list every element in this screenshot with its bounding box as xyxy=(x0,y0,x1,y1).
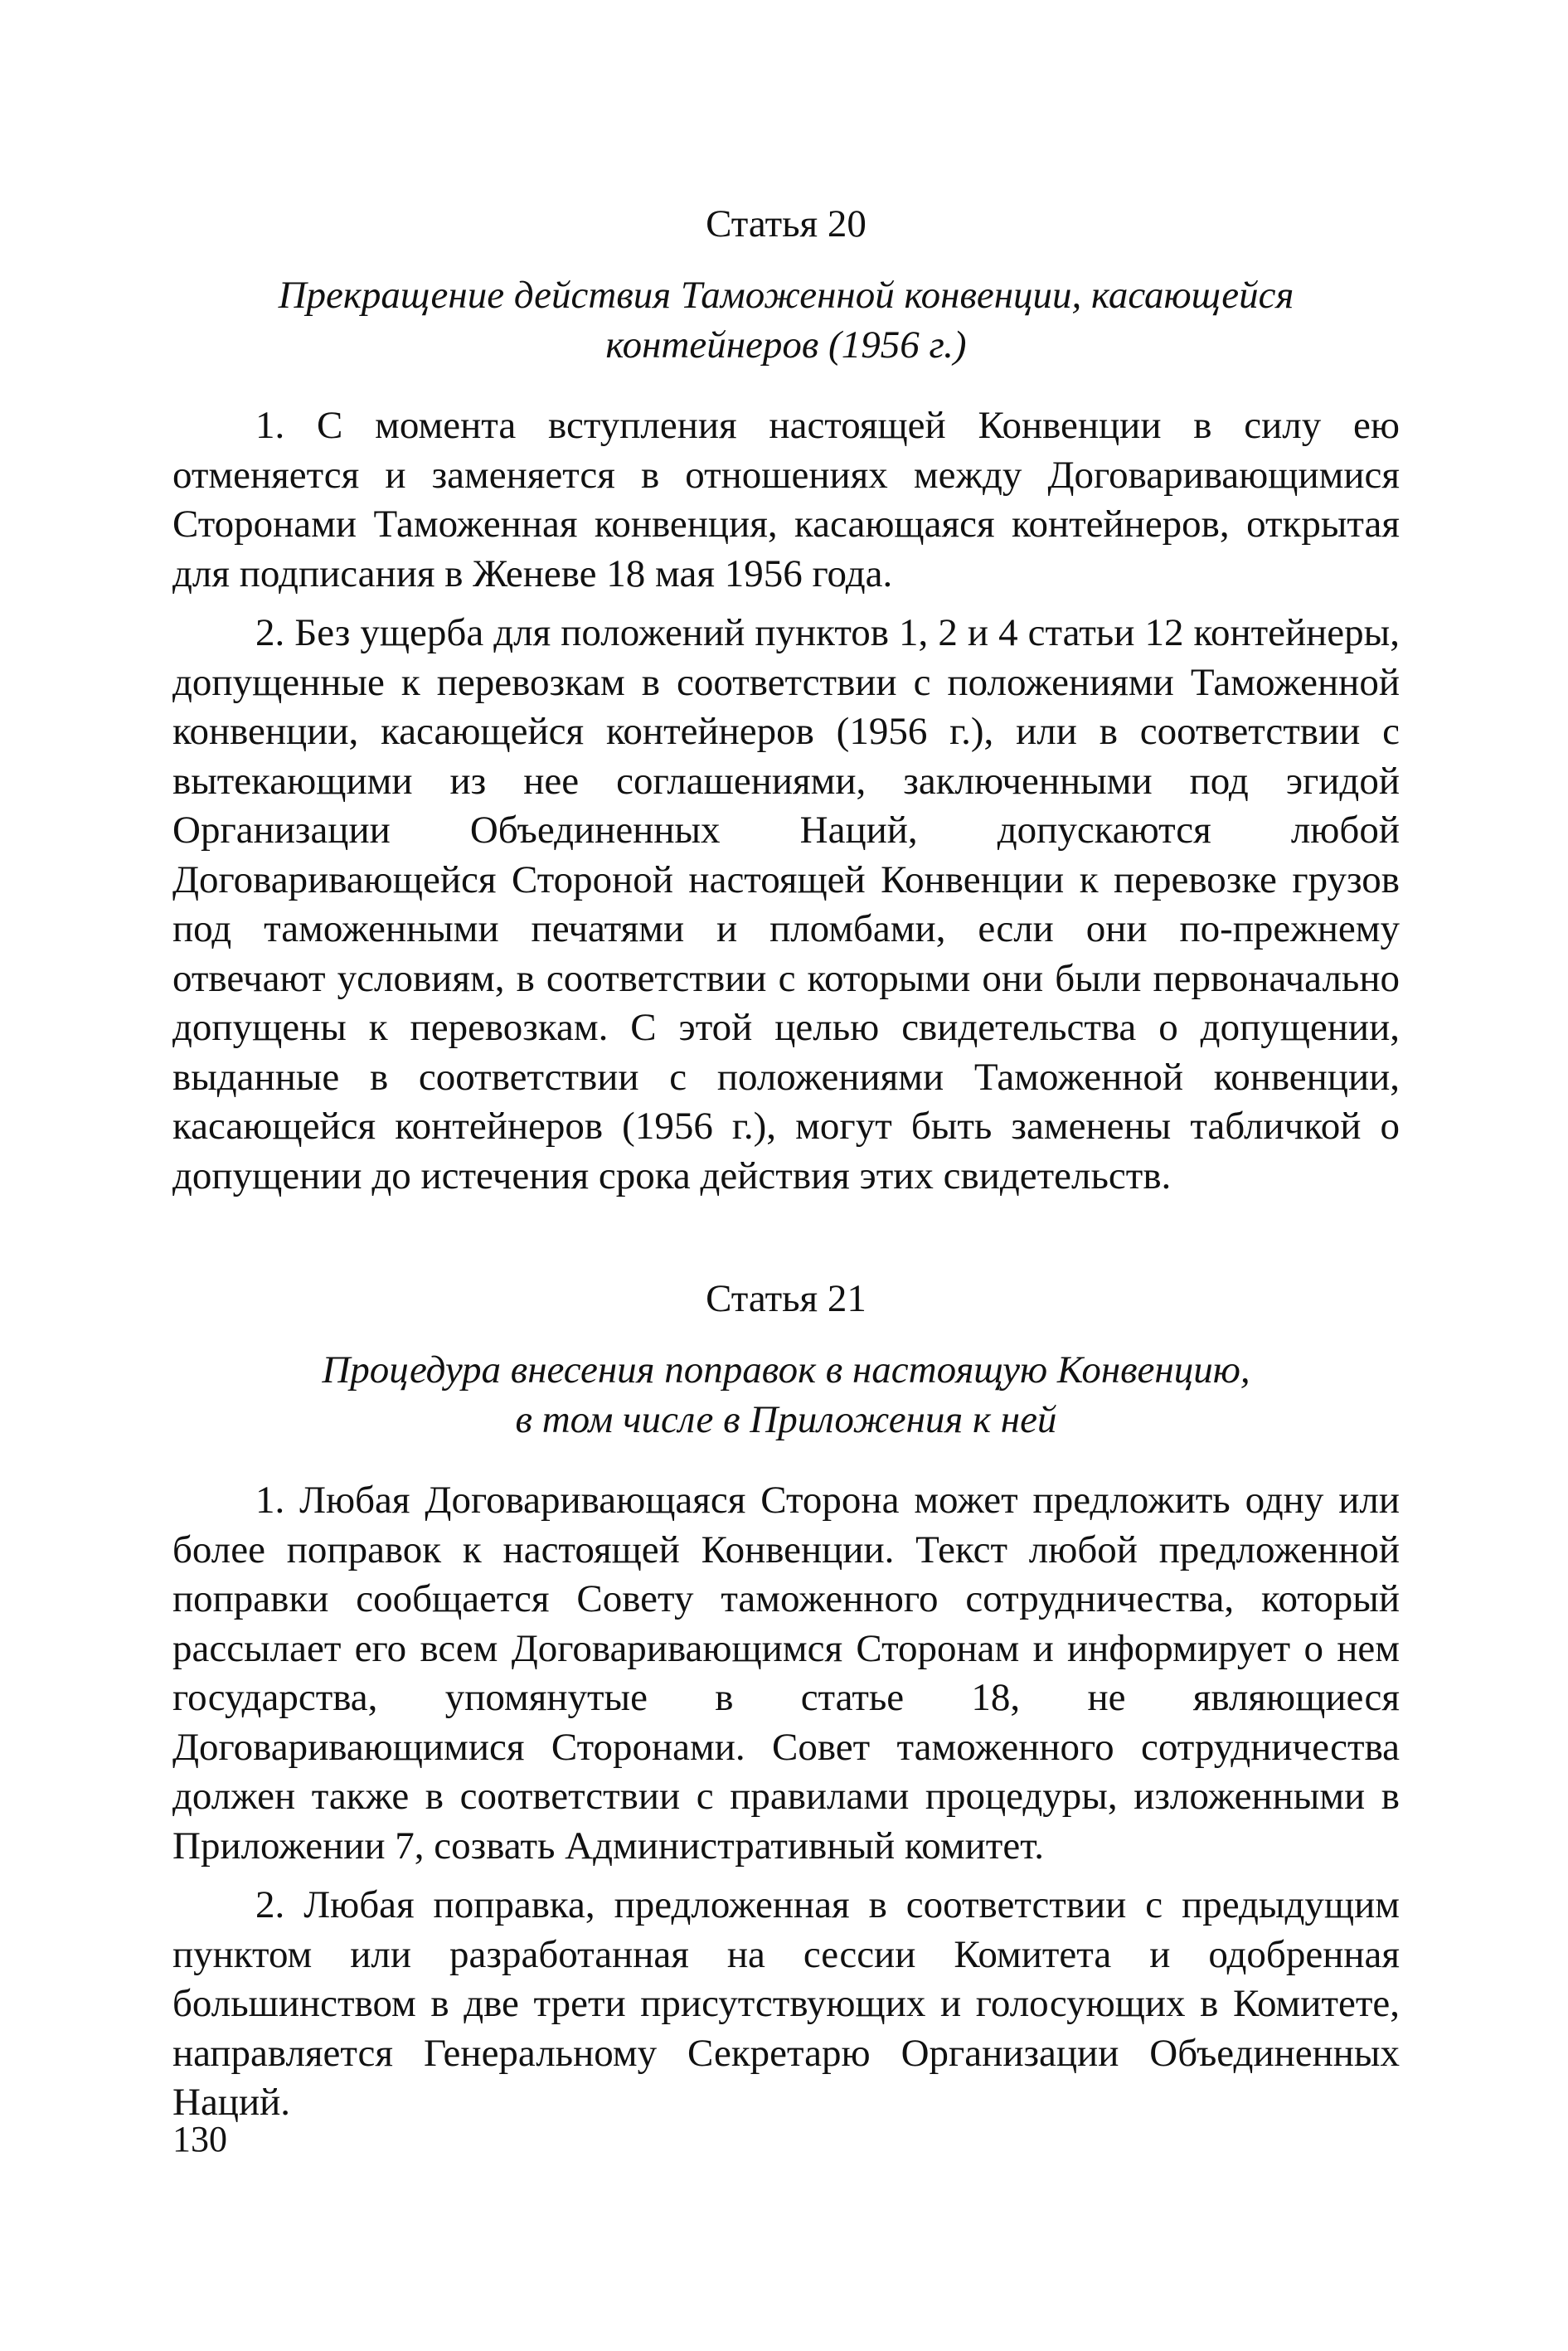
paragraph: 1. С момента вступления настоящей Конвенции в силу ею отменяется и заменяется в отношениях между Договаривающимися Сторонами Таможенная конвенция, касающаяся контейнеров, открытая для подписания в Женеве 18 мая 1956 года. xyxy=(172,404,1400,595)
article-title-line: контейнеров (1956 г.) xyxy=(605,323,967,367)
page-content xyxy=(172,199,1400,2138)
paragraph: 2. Любая поправка, предложенная в соответствии с предыдущим пунктом или разработанная на сессии Комитета и одобренная большинством в две трети присутствующих и голосующих в Комитете, направляется Генеральному Секретарю Организации Объединенных Наций. xyxy=(172,1883,1400,2124)
paragraph: 1. Любая Договаривающаяся Сторона может предложить одну или более поправок к настоящей Конвенции. Текст любой предложенной поправки сообщается Совету таможенного сотрудничества, который рассылает его всем Договаривающимся Сторонам и информирует о нем государства, упомянутые в статье 18, не являющиеся Договаривающимися Сторонами. Совет таможенного сотрудничества должен также в соответствии с правилами процедуры, изложенными в Приложении 7, созвать Административный комитет. xyxy=(172,1479,1400,1868)
article-20 xyxy=(172,199,1400,1201)
article-heading: Статья 20 xyxy=(706,202,867,245)
page-number: 130 xyxy=(172,2119,227,2159)
article-21 xyxy=(172,1274,1400,2128)
article-title-line: Прекращение действия Таможенной конвенции, касающейся xyxy=(278,274,1294,317)
article-title xyxy=(172,1345,1400,1445)
article-title-line: в том числе в Приложения к ней xyxy=(515,1398,1057,1441)
article-title xyxy=(172,270,1400,370)
paragraph: 2. Без ущерба для положений пунктов 1, 2 и 4 статьи 12 контейнеры, допущенные к перевозкам в соответствии с положениями Таможенной конвенции, касающейся контейнеров (1956 г.), или в соответствии с вытекающими из нее соглашениями, заключенными под эгидой Организации Объединенных Наций, допускаются любой Договаривающейся Стороной настоящей Конвенции к перевозке грузов под таможенными печатями и пломбами, если они по-прежнему отвечают условиям, в соответствии с которыми они были первоначально допущены к перевозкам. С этой целью свидетельства о допущении, выданные в соответствии с положениями Таможенной конвенции, касающейся контейнеров (1956 г.), могут быть заменены табличкой о допущении до истечения срока действия этих свидетельств. xyxy=(172,611,1400,1197)
article-title-line: Процедура внесения поправок в настоящую Конвенцию, xyxy=(322,1348,1250,1392)
article-heading: Статья 21 xyxy=(706,1277,867,1320)
